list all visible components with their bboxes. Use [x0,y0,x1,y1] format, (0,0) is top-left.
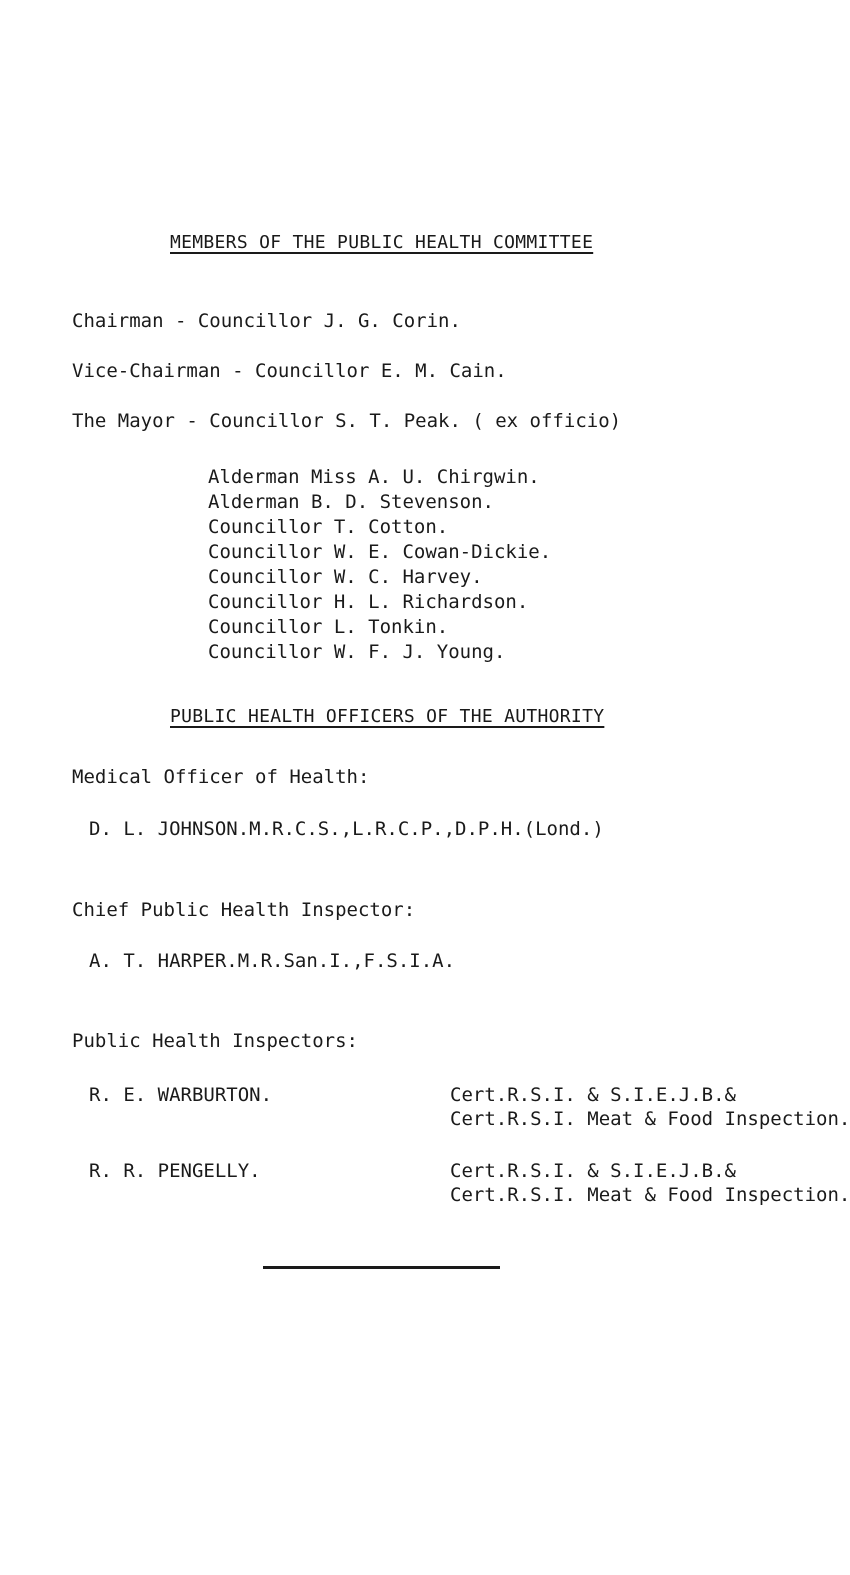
list-item: Councillor W. C. Harvey. [208,566,483,588]
vice-chairman-line: Vice-Chairman - Councillor E. M. Cain. [72,360,507,382]
list-item: Alderman B. D. Stevenson. [208,491,494,513]
mayor-line: The Mayor - Councillor S. T. Peak. ( ex officio) [72,410,622,432]
inspector-name: R. R. PENGELLY. [89,1160,261,1182]
cphi-name: A. T. HARPER.M.R.San.I.,F.S.I.A. [89,950,456,972]
inspector-qualification: Cert.R.S.I. Meat & Food Inspection. [450,1108,850,1130]
phi-label: Public Health Inspectors: [72,1030,358,1052]
inspector-qualification: Cert.R.S.I. Meat & Food Inspection. [450,1184,850,1206]
list-item: Councillor H. L. Richardson. [208,591,529,613]
officers-heading: PUBLIC HEALTH OFFICERS OF THE AUTHORITY [170,706,605,727]
closing-rule [263,1266,500,1269]
moh-label: Medical Officer of Health: [72,766,370,788]
chairman-line: Chairman - Councillor J. G. Corin. [72,310,461,332]
list-item: Councillor L. Tonkin. [208,616,449,638]
list-item: Councillor W. F. J. Young. [208,641,506,663]
list-item: Councillor W. E. Cowan-Dickie. [208,541,552,563]
committee-heading: MEMBERS OF THE PUBLIC HEALTH COMMITTEE [170,232,594,253]
inspector-qualification: Cert.R.S.I. & S.I.E.J.B.& [450,1084,736,1106]
inspector-qualification: Cert.R.S.I. & S.I.E.J.B.& [450,1160,736,1182]
inspector-name: R. E. WARBURTON. [89,1084,273,1106]
list-item: Councillor T. Cotton. [208,516,449,538]
cphi-label: Chief Public Health Inspector: [72,899,416,921]
moh-name: D. L. JOHNSON.M.R.C.S.,L.R.C.P.,D.P.H.(Lond.) [89,818,604,840]
list-item: Alderman Miss A. U. Chirgwin. [208,466,540,488]
